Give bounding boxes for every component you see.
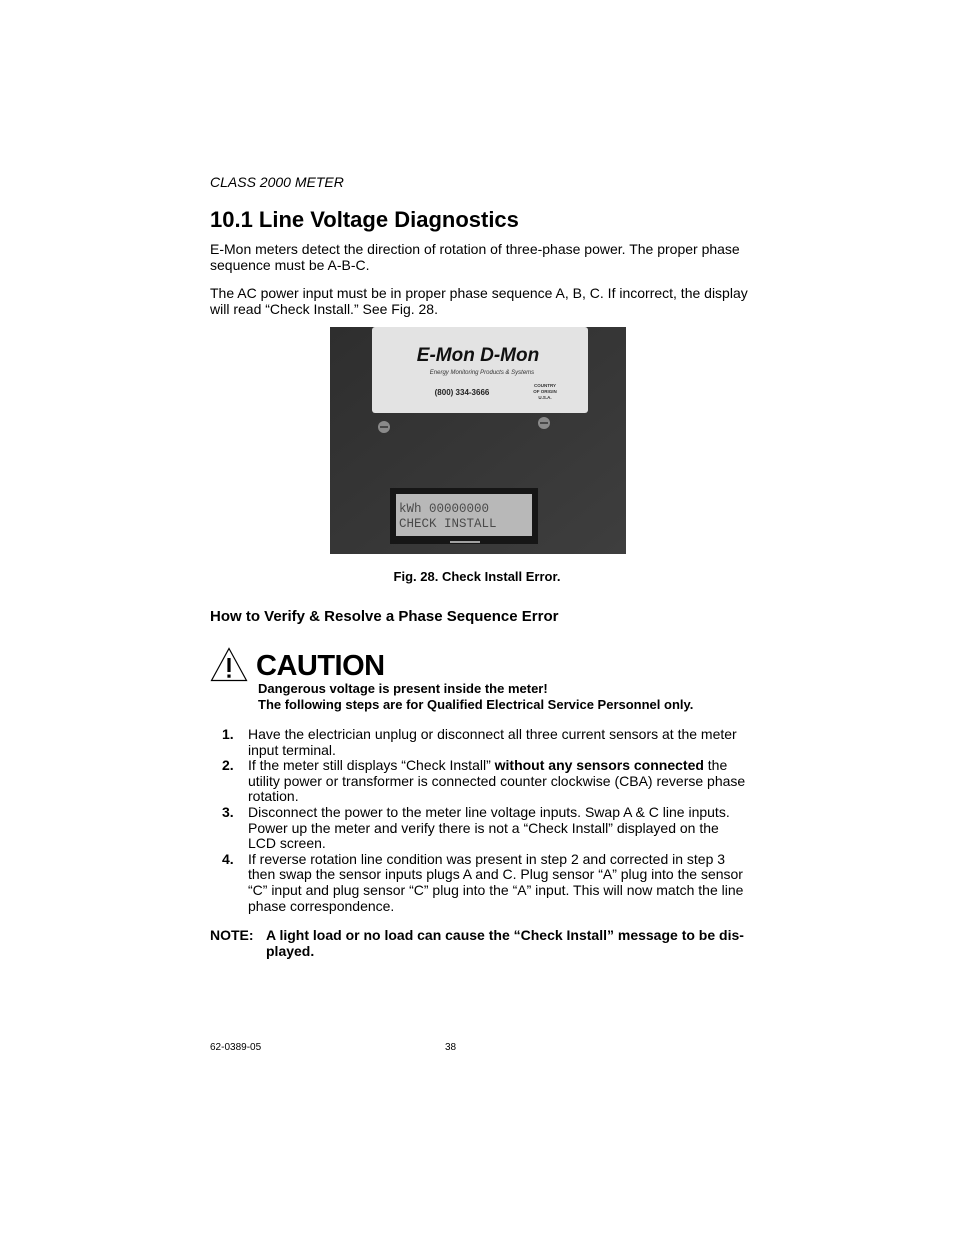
note-label: NOTE:	[210, 927, 254, 943]
list-item	[210, 727, 750, 758]
caution-line-2: The following steps are for Qualified Electrical Service Personnel only.	[258, 697, 694, 712]
origin-line-3: U.S.A.	[538, 395, 552, 400]
phone-number: (800) 334-3666	[434, 388, 490, 397]
intro-paragraph: E-Mon meters detect the direction of rotation of three-phase power. The proper phase sequence must be A-B-C.	[210, 241, 740, 273]
section-title: 10.1 Line Voltage Diagnostics	[210, 207, 519, 232]
caution-line-1: Dangerous voltage is present inside the meter!	[258, 681, 548, 696]
origin-line-1: COUNTRY	[533, 383, 557, 388]
warning-triangle-icon	[210, 647, 248, 682]
procedure-steps	[210, 727, 750, 914]
step-number: 1.	[222, 726, 234, 742]
meter-photo	[330, 327, 626, 554]
list-item	[210, 852, 750, 914]
step-text: the utility power or transformer is connected counter clockwise (CBA) reverse phase rotation.	[248, 757, 746, 805]
step-number: 2.	[222, 757, 234, 774]
step-text: Disconnect the power to the meter line voltage inputs. Swap A & C line inputs. Power up the meter and verify there is not a “Check Install” displayed on the LCD screen.	[248, 803, 730, 852]
caution-heading: CAUTION	[256, 650, 385, 682]
lcd-line-1: kWh 00000000	[399, 502, 490, 516]
note-text: A light load or no load can cause the “Check Install” message to be dis-played.	[266, 927, 744, 959]
step-text: If reverse rotation line condition was present in step 2 and corrected in step 3 then swap the sensor inputs plugs A and C. Plug sensor “A” plug into the sensor “C” input and plug sensor “C” plug into the “A” input. This will now match the line phase correspondence.	[248, 850, 744, 914]
brand-logo: E-Mon D-Mon	[416, 345, 540, 366]
subsection-title: How to Verify & Resolve a Phase Sequence Error	[210, 608, 559, 625]
document-number: 62-0389-05	[210, 1042, 262, 1053]
note-block	[210, 928, 750, 959]
caution-message	[258, 681, 693, 713]
step-text: If the meter still displays “Check Install”	[248, 757, 495, 774]
right-screw-icon	[538, 417, 550, 429]
list-item	[210, 805, 750, 852]
step-emphasis: without any sensors connected	[494, 757, 704, 774]
figure-caption: Fig. 28. Check Install Error.	[393, 569, 561, 584]
step-text: Have the electrician unplug or disconnect all three current sensors at the meter input terminal.	[248, 726, 737, 758]
left-screw-icon	[378, 421, 390, 433]
lcd-line-2: CHECK INSTALL	[399, 517, 497, 531]
brand-tagline: Energy Monitoring Products & Systems	[429, 370, 535, 376]
running-header: CLASS 2000 METER	[210, 174, 344, 190]
step-number: 3.	[222, 803, 234, 820]
step-number: 4.	[222, 850, 234, 867]
list-item	[210, 758, 750, 805]
origin-line-2: OF ORIGIN	[533, 389, 557, 394]
phase-paragraph: The AC power input must be in proper phase sequence A, B, C. If incorrect, the display will read “Check Install.” See Fig. 28.	[210, 285, 748, 317]
page-number: 38	[445, 1042, 457, 1053]
